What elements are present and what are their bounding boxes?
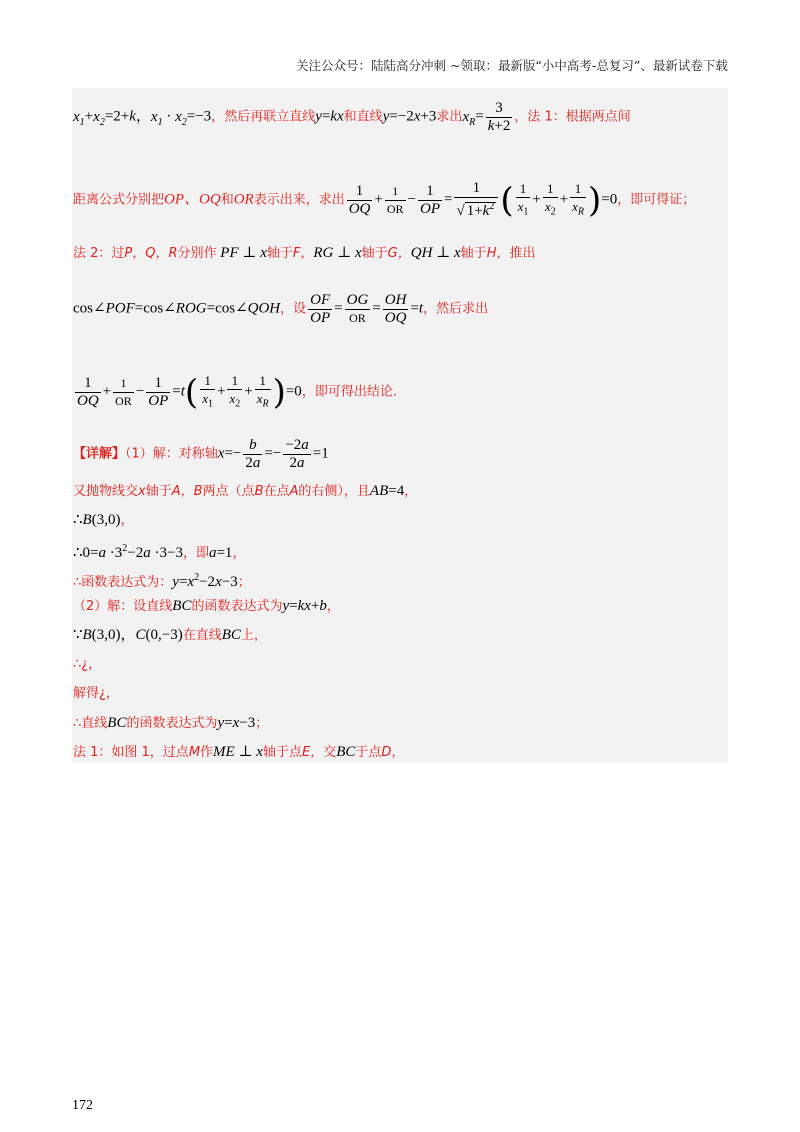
page-number: 172: [72, 1098, 93, 1113]
l3-t5: F，: [292, 246, 314, 261]
l3-t1: 法 2：过: [73, 246, 125, 261]
l7-t2: x: [138, 484, 146, 499]
line-12: ∵B(3,0)，C(0,−3)在直线BC上，: [73, 627, 267, 643]
l1-t3: 求出: [436, 109, 463, 125]
l3-t4: 轴于: [266, 246, 293, 261]
page-header: 关注公众号：陆陆高分冲刺 ~领取：最新版“小中高考-总复习”、最新试卷下载: [296, 58, 728, 73]
l16-t3: 作: [200, 745, 214, 760]
l3-t3: 分别作: [177, 246, 217, 261]
l9-t1: ，即: [182, 546, 209, 561]
l15-t2: 的函数表达式为: [126, 716, 218, 731]
l2-t2: OP、OQ: [164, 191, 221, 208]
l1-t2: 和直线: [343, 109, 383, 125]
l3-t2: P，Q，R: [124, 246, 178, 261]
line-3: 法 2：过P，Q，R分别作 PF ⊥ x轴于F，RG ⊥ x轴于G，QH ⊥ x轴于H，推出: [73, 245, 536, 261]
line-8: ∴B(3,0)，: [73, 512, 134, 528]
line-15: ∴直线BC的函数表达式为y=x−3；: [73, 715, 269, 731]
l7-t6: B: [254, 484, 264, 499]
l14-t1: 解得¿，: [73, 686, 119, 701]
l1-t1: ，然后再联立直线: [211, 109, 316, 125]
l7-t5: 两点（点: [202, 484, 255, 499]
l16-t4: 轴于点: [262, 745, 302, 760]
line-2: 距离公式分别把OP、OQ和OR表示出来，求出 $\frac{1}{OQ}$ + $\frac{1}{OR}$ − $\frac{1}{OP}$ = $\frac{1}{√ 1+k^2}$ ( $\frac{1}{x_1}$ + $\frac{1}{x_2}$ + $\frac{1}{x_R}$ )=0，即可得证；: [73, 180, 696, 221]
l10-t2: ；: [237, 575, 251, 590]
l11-t3: ，: [326, 599, 340, 614]
l16-t2: M: [188, 745, 201, 760]
l7-t4: A，B: [171, 484, 203, 499]
l15-t3: ；: [255, 716, 269, 731]
line-4: cos∠POF=cos∠ROG=cos∠QOH，设 $\frac{OF}{OP}$ = $\frac{OG}{OR}$ = $\frac{OH}{OQ}$ =t，然后求出: [73, 292, 489, 326]
l2-t3: 和: [220, 192, 234, 208]
l11-t1: （2）解：设直线: [73, 599, 173, 614]
l16-t8: D，: [381, 745, 405, 760]
l7-t3: 轴于: [145, 484, 172, 499]
line-5: $\frac{1}{OQ}$ + $\frac{1}{OR}$ − $\frac{1}{OP}$ =t( $\frac{1}{x_1}$ + $\frac{1}{x_2}$ + $\frac{1}{x_R}$ )=0，即可得出结论.: [77, 372, 397, 413]
l3-t8: 轴于: [460, 246, 487, 261]
l2-t4: OR: [233, 191, 254, 208]
l3-t7: G，: [387, 246, 411, 261]
l8-t1: ，: [120, 513, 134, 528]
l13-t1: ∴¿，: [73, 657, 102, 672]
line-16: 法 1：如图 1，过点M作ME ⊥ x轴于点E，交BC于点D，: [73, 744, 405, 760]
l7-t9: 的右侧），且: [298, 484, 370, 499]
l16-t7: 于点: [355, 745, 382, 760]
line-11: （2）解：设直线BC的函数表达式为y=kx+b，: [73, 598, 340, 614]
line-13: [73, 655, 101, 675]
l7-t1: 又抛物线交: [73, 484, 139, 499]
l4-t2: ，然后求出: [423, 301, 489, 317]
l3-t9: H，: [486, 246, 510, 261]
l12-t1: 在直线: [182, 628, 222, 643]
l7-t8: A: [289, 484, 299, 499]
l9-t2: ，: [232, 546, 246, 561]
l1-t4: ，法 1：根据两点间: [514, 109, 631, 125]
l16-t5: E，: [301, 745, 324, 760]
l6-t1: 【详解】: [73, 446, 126, 462]
l15-t1: ∴直线: [73, 716, 108, 731]
l16-t1: 法 1：如图 1，过点: [73, 745, 189, 760]
l2-t6: ，即可得证；: [617, 192, 696, 208]
l10-t1: ∴函数表达式为：: [73, 575, 173, 590]
l4-t1: ，设: [280, 301, 307, 317]
line-14: [73, 684, 119, 704]
l3-t6: 轴于: [361, 246, 388, 261]
l2-t5: 表示出来，求出: [253, 192, 345, 208]
l6-t2: （1）解：对称轴: [125, 446, 218, 462]
l7-t10: ，: [404, 484, 418, 499]
l5-t1: ，即可得出结论.: [301, 384, 397, 400]
l11-t2: 的函数表达式为: [191, 599, 283, 614]
line-7: 又抛物线交x轴于A，B两点（点B在点A的右侧），且AB=4，: [73, 483, 418, 499]
line-9: ∴0=a $\cdot 3^2-2a \cdot 3-3$，即a=1，: [73, 543, 246, 561]
l12-t2: 上，: [240, 628, 267, 643]
line-10: ∴函数表达式为：$y=x^2-2x-3$；: [73, 572, 251, 590]
l16-t6: 交: [323, 745, 337, 760]
line-6: 【详解】（1）解：对称轴x=− $\frac{b}{2a}$ =− $\frac{-2a}{2a}$ =1: [73, 437, 329, 471]
l2-t1: 距离公式分别把: [73, 192, 165, 208]
l3-t10: 推出: [509, 246, 536, 261]
l7-t7: 在点: [263, 484, 290, 499]
line-1: $x_1+x_2=2+k$，$x_1 \cdot x_2=-3$，然后再联立直线y=kx和直线y=−2x+3求出$x_R=$ $\frac{3}{k+2}$ ，法 1：根据两点间: [73, 100, 631, 134]
